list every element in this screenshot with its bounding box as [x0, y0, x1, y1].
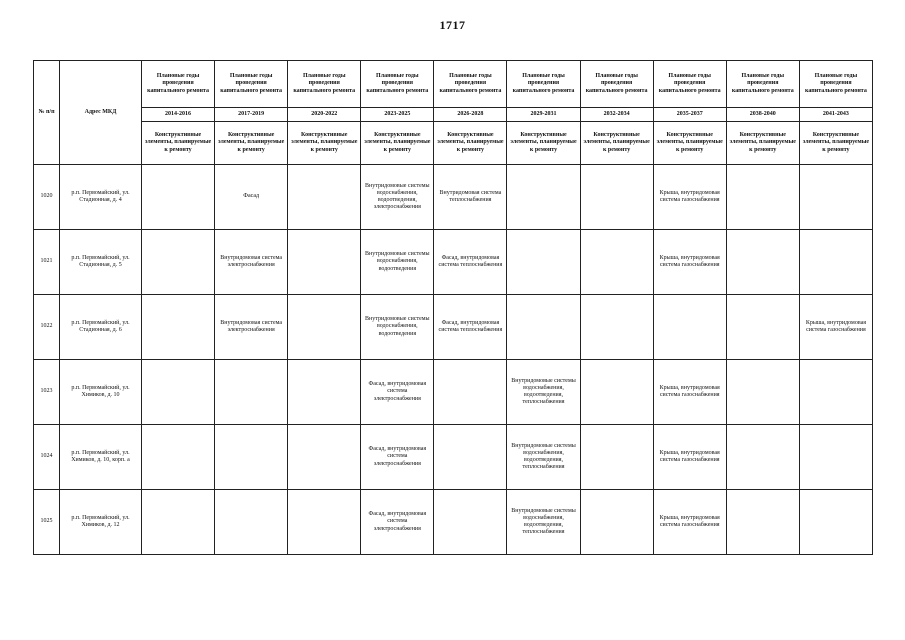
- work-cell: [507, 230, 580, 295]
- row-address: р.п. Первомайский, ул. Химиков, д. 10, корп. а: [60, 425, 142, 490]
- work-cell: Крыша, внутридомовая система газоснабжения: [653, 425, 726, 490]
- header-period-caption: Плановые годы проведения капитального ремонта: [580, 61, 653, 108]
- work-cell: [215, 425, 288, 490]
- work-cell: Внутридомовые системы водоснабжения, водоотведения, теплоснабжения: [507, 425, 580, 490]
- row-number: 1021: [34, 230, 60, 295]
- work-cell: [434, 360, 507, 425]
- header-elements-caption: Конструктивные элементы, планируемые к ремонту: [580, 122, 653, 165]
- work-cell: Фасад: [215, 165, 288, 230]
- work-cell: [288, 295, 361, 360]
- work-cell: [799, 360, 872, 425]
- work-cell: [726, 490, 799, 555]
- work-cell: [580, 165, 653, 230]
- work-cell: [434, 490, 507, 555]
- work-cell: [142, 360, 215, 425]
- header-period-caption: Плановые годы проведения капитального ремонта: [726, 61, 799, 108]
- header-period-years: 2017-2019: [215, 108, 288, 122]
- header-period-years: 2029-2031: [507, 108, 580, 122]
- header-elements-caption: Конструктивные элементы, планируемые к ремонту: [215, 122, 288, 165]
- header-elements-caption: Конструктивные элементы, планируемые к ремонту: [288, 122, 361, 165]
- work-cell: [580, 425, 653, 490]
- work-cell: Фасад, внутридомовая система электроснабжения: [361, 360, 434, 425]
- header-elements-caption: Конструктивные элементы, планируемые к ремонту: [142, 122, 215, 165]
- work-cell: [142, 490, 215, 555]
- table-body: [34, 165, 873, 555]
- work-cell: [507, 165, 580, 230]
- work-cell: [434, 425, 507, 490]
- header-period-years: 2023-2025: [361, 108, 434, 122]
- table-row: [34, 425, 873, 490]
- work-cell: [580, 490, 653, 555]
- work-cell: Крыша, внутридомовая система газоснабжения: [799, 295, 872, 360]
- header-elements-caption: Конструктивные элементы, планируемые к ремонту: [726, 122, 799, 165]
- header-elements-caption: Конструктивные элементы, планируемые к ремонту: [507, 122, 580, 165]
- header-period-caption: Плановые годы проведения капитального ремонта: [653, 61, 726, 108]
- table-row: [34, 295, 873, 360]
- work-cell: Внутридомовые системы водоснабжения, водоотведения, теплоснабжения: [507, 360, 580, 425]
- table-row: [34, 490, 873, 555]
- work-cell: [288, 230, 361, 295]
- header-period-years: 2035-2037: [653, 108, 726, 122]
- header-row-elements: [34, 122, 873, 165]
- row-address: р.п. Первомайский, ул. Стадионная, д. 6: [60, 295, 142, 360]
- work-cell: [726, 360, 799, 425]
- header-period-caption: Плановые годы проведения капитального ремонта: [142, 61, 215, 108]
- header-period-caption: Плановые годы проведения капитального ремонта: [288, 61, 361, 108]
- table-header: [34, 61, 873, 165]
- header-period-years: 2020-2022: [288, 108, 361, 122]
- work-cell: Крыша, внутридомовая система газоснабжения: [653, 490, 726, 555]
- row-number: 1024: [34, 425, 60, 490]
- work-cell: [799, 490, 872, 555]
- work-cell: [799, 425, 872, 490]
- work-cell: Внутридомовые системы водоснабжения, водоотведения, электроснабжения: [361, 165, 434, 230]
- work-cell: [288, 360, 361, 425]
- work-cell: [726, 165, 799, 230]
- work-cell: Фасад, внутридомовая система теплоснабжения: [434, 230, 507, 295]
- header-row-years: [34, 108, 873, 122]
- header-period-caption: Плановые годы проведения капитального ремонта: [799, 61, 872, 108]
- work-cell: [507, 295, 580, 360]
- row-number: 1023: [34, 360, 60, 425]
- work-cell: [580, 295, 653, 360]
- work-cell: Внутридомовая система теплоснабжения: [434, 165, 507, 230]
- work-cell: [799, 230, 872, 295]
- work-cell: Внутридомовая система электроснабжения: [215, 295, 288, 360]
- header-num: № п/п: [34, 61, 60, 165]
- work-cell: [215, 490, 288, 555]
- work-cell: Внутридомовые системы водоснабжения, водоотведения: [361, 295, 434, 360]
- header-period-caption: Плановые годы проведения капитального ремонта: [507, 61, 580, 108]
- work-cell: [580, 230, 653, 295]
- work-cell: Внутридомовые системы водоснабжения, водоотведения, теплоснабжения: [507, 490, 580, 555]
- header-period-years: 2041-2043: [799, 108, 872, 122]
- row-address: р.п. Первомайский, ул. Химиков, д. 10: [60, 360, 142, 425]
- page-number: 1717: [439, 18, 466, 32]
- work-cell: [288, 165, 361, 230]
- work-cell: [142, 425, 215, 490]
- work-cell: [142, 165, 215, 230]
- header-address: Адрес МКД: [60, 61, 142, 165]
- row-address: р.п. Первомайский, ул. Стадионная, д. 4: [60, 165, 142, 230]
- header-elements-caption: Конструктивные элементы, планируемые к ремонту: [434, 122, 507, 165]
- work-cell: [580, 360, 653, 425]
- work-cell: [726, 425, 799, 490]
- work-cell: [726, 295, 799, 360]
- work-cell: [215, 360, 288, 425]
- work-cell: Фасад, внутридомовая система электроснабжения: [361, 425, 434, 490]
- row-address: р.п. Первомайский, ул. Стадионная, д. 5: [60, 230, 142, 295]
- work-cell: [288, 425, 361, 490]
- repair-plan-table: [33, 60, 873, 555]
- work-cell: Крыша, внутридомовая система газоснабжения: [653, 360, 726, 425]
- work-cell: [726, 230, 799, 295]
- table-row: [34, 230, 873, 295]
- header-period-years: 2032-2034: [580, 108, 653, 122]
- work-cell: Крыша, внутридомовая система газоснабжения: [653, 230, 726, 295]
- header-elements-caption: Конструктивные элементы, планируемые к ремонту: [653, 122, 726, 165]
- header-elements-caption: Конструктивные элементы, планируемые к ремонту: [361, 122, 434, 165]
- header-period-caption: Плановые годы проведения капитального ремонта: [215, 61, 288, 108]
- table-row: [34, 165, 873, 230]
- work-cell: [288, 490, 361, 555]
- header-period-years: 2014-2016: [142, 108, 215, 122]
- work-cell: Крыша, внутридомовая система газоснабжения: [653, 165, 726, 230]
- work-cell: Внутридомовая система электроснабжения: [215, 230, 288, 295]
- row-number: 1025: [34, 490, 60, 555]
- work-cell: [142, 295, 215, 360]
- work-cell: Фасад, внутридомовая система электроснабжения: [361, 490, 434, 555]
- row-address: р.п. Первомайский, ул. Химиков, д. 12: [60, 490, 142, 555]
- table-row: [34, 360, 873, 425]
- header-period-years: 2026-2028: [434, 108, 507, 122]
- header-period-years: 2038-2040: [726, 108, 799, 122]
- header-period-caption: Плановые годы проведения капитального ремонта: [361, 61, 434, 108]
- row-number: 1020: [34, 165, 60, 230]
- work-cell: [799, 165, 872, 230]
- work-cell: [142, 230, 215, 295]
- header-elements-caption: Конструктивные элементы, планируемые к ремонту: [799, 122, 872, 165]
- header-period-caption: Плановые годы проведения капитального ремонта: [434, 61, 507, 108]
- row-number: 1022: [34, 295, 60, 360]
- work-cell: [653, 295, 726, 360]
- work-cell: Фасад, внутридомовая система теплоснабжения: [434, 295, 507, 360]
- header-row-periods: [34, 61, 873, 108]
- work-cell: Внутридомовые системы водоснабжения, водоотведения: [361, 230, 434, 295]
